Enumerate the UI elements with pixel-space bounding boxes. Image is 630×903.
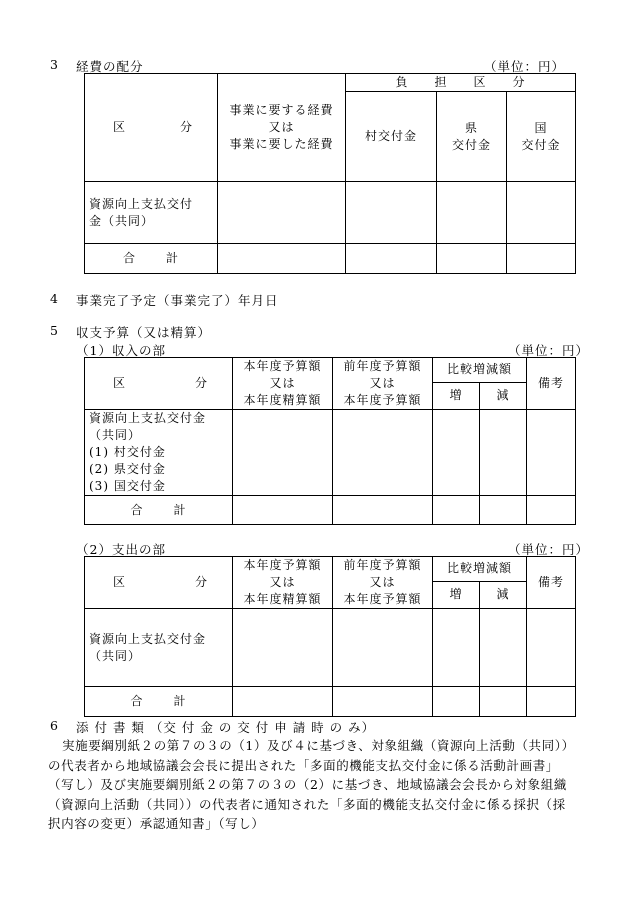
col-this-year-header: 本年度予算額 又は 本年度精算額 — [233, 557, 333, 609]
expense-row-labels: 資源向上支払交付金 （共同） — [85, 609, 233, 687]
cell — [507, 244, 576, 274]
col-biko-header: 備考 — [527, 358, 576, 410]
income-total-label: 合 計 — [85, 496, 233, 525]
section-3-number: 3 — [50, 57, 59, 72]
col-mura-header: 村交付金 — [346, 92, 437, 182]
col-kuni-header: 国 交付金 — [507, 92, 576, 182]
cell — [333, 496, 433, 525]
income-unit: （単位：円） — [508, 343, 590, 358]
expense-allocation-table — [84, 73, 576, 274]
col-keihi-header: 事業に要する経費 又は 事業に要した経費 — [218, 74, 346, 182]
section-6-body: 実施要綱別紙２の第７の３の（1）及び４に基づき、対象組織（資源向上活動（共同）） の代表者から地域協議会会長に提出された「多面的機能支払交付金に係る活動計画書」 （写し）及び実施要綱別紙２の第７の３の（2）に基づき、地域協議会会長から対象組織 （資源向上活動（共同））の代表者に通知された「多面的機能支払交付金に係る採択（採 択内容の変更）承認通知書」（写し） — [48, 738, 575, 831]
cell — [480, 410, 527, 496]
cell — [346, 244, 437, 274]
col-gen-header: 減 — [480, 581, 527, 608]
expense-unit: （単位：円） — [508, 542, 590, 557]
cell — [218, 182, 346, 244]
col-kubun-header: 区 分 — [85, 74, 218, 182]
col-zou-header: 増 — [433, 581, 480, 608]
section-4-number: 4 — [50, 291, 59, 306]
col-diff-header: 比較増減額 — [433, 358, 527, 383]
section-3-heading: 経費の配分 — [76, 59, 144, 74]
section-6-number: 6 — [50, 718, 59, 733]
cell — [527, 410, 576, 496]
row-shigen-label: 資源向上支払交付 金（共同） — [85, 182, 218, 244]
section-3-unit: （単位：円） — [484, 59, 566, 74]
income-row-labels: 資源向上支払交付金 （共同） (1) 村交付金 (2) 県交付金 (3) 国交付金 — [85, 410, 233, 496]
cell — [333, 609, 433, 687]
col-gen-header: 減 — [480, 382, 527, 409]
row-total-label: 合 計 — [85, 244, 218, 274]
expense-title: （2）支出の部 — [76, 542, 166, 557]
cell — [480, 496, 527, 525]
cell — [480, 687, 527, 717]
expense-table — [84, 556, 576, 717]
cell — [218, 244, 346, 274]
section-6-heading: 添 付 書 類 （交 付 金 の 交 付 申 請 時 の み） — [76, 720, 376, 735]
col-kubun-header: 区 分 — [85, 358, 233, 410]
cell — [233, 609, 333, 687]
cell — [333, 687, 433, 717]
cell — [233, 496, 333, 525]
cell — [507, 182, 576, 244]
income-table — [84, 357, 576, 525]
cell — [527, 609, 576, 687]
cell — [346, 182, 437, 244]
cell — [437, 244, 507, 274]
col-this-year-header: 本年度予算額 又は 本年度精算額 — [233, 358, 333, 410]
section-4-text: 事業完了予定（事業完了）年月日 — [76, 293, 279, 308]
cell — [233, 410, 333, 496]
cell — [333, 410, 433, 496]
cell — [437, 182, 507, 244]
section-5-heading: 収支予算（又は精算） — [76, 325, 212, 340]
cell — [527, 496, 576, 525]
cell — [527, 687, 576, 717]
col-prev-year-header: 前年度予算額 又は 本年度予算額 — [333, 358, 433, 410]
col-zou-header: 増 — [433, 382, 480, 409]
expense-total-label: 合 計 — [85, 687, 233, 717]
cell — [433, 609, 480, 687]
col-diff-header: 比較増減額 — [433, 557, 527, 582]
cell — [433, 410, 480, 496]
col-kubun-header: 区 分 — [85, 557, 233, 609]
section-5-number: 5 — [50, 323, 59, 338]
col-prev-year-header: 前年度予算額 又は 本年度予算額 — [333, 557, 433, 609]
cell — [480, 609, 527, 687]
cell — [433, 687, 480, 717]
cell — [433, 496, 480, 525]
col-biko-header: 備考 — [527, 557, 576, 609]
cell — [233, 687, 333, 717]
futan-kubun-header: 負 担 区 分 — [346, 74, 576, 92]
col-ken-header: 県 交付金 — [437, 92, 507, 182]
income-title: （1）収入の部 — [76, 343, 166, 358]
